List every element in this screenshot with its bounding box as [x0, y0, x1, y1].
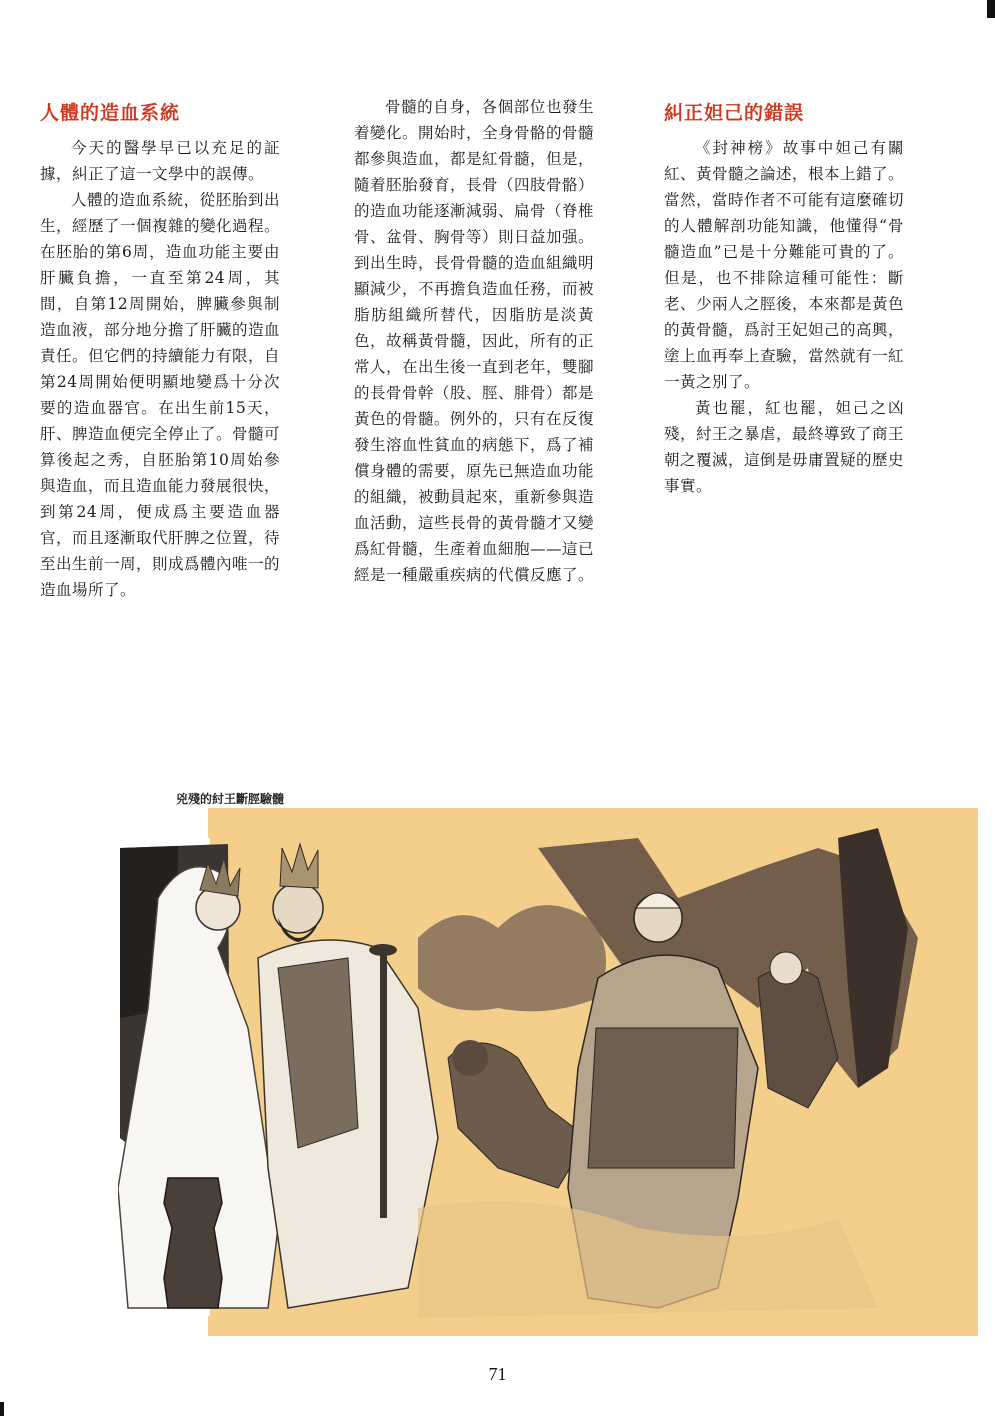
paragraph: 今天的醫學早已以充足的証據，糾正了這一文學中的誤傳。 [40, 139, 280, 183]
section-heading: 糾正妲己的錯誤 [664, 102, 805, 124]
shrub [418, 905, 606, 1011]
scan-edge-mark [987, 0, 995, 18]
old-man-head [770, 952, 802, 984]
bronze-vessel [164, 1178, 222, 1308]
paragraph: 《封神榜》故事中妲己有關紅、黃骨髓之論述，根本上錯了。當然，當時作者不可能有這麼確切的人體解剖功能知識，他懂得“骨髓造血”已是十分難能可貴的了。但是，也不排除這種可能性：斷老、少兩人之脛後，本來都是黃色的黃骨髓，爲討王妃妲己的高興，塗上血再奉上查驗，當然就有一紅一黃之別了。 [664, 139, 905, 391]
page-number: 71 [488, 1364, 507, 1384]
text-column-3 [664, 92, 904, 499]
sword [380, 948, 387, 1218]
paragraph: 黃也罷，紅也罷，妲己之凶殘，紂王之暴虐，最終導致了商王朝之覆滅，這倒是毋庸置疑的歷史事實。 [664, 399, 905, 495]
text-column-1 [40, 92, 280, 603]
paragraph: 骨髓的自身，各個部位也發生着變化。開始时，全身骨骼的骨髓都參與造血，都是紅骨髓，但是，隨着胚胎發育，長骨（四肢骨骼）的造血功能逐漸減弱、扁骨（脊椎骨、盆骨、胸骨等）則日益加强。到出生時，長骨骨髓的造血組織明顯減少，不再擔負造血任務，而被脂肪組織所替代，因脂肪是淡黃色，故稱黃骨髓，因此，所有的正常人，在出生後一直到老年，雙腳的長骨骨幹（股、脛、腓骨）都是黃色的骨髓。例外的，只有在反復發生溶血性貧血的病態下，爲了補償身體的需要，原先已無造血功能的組織，被動員起來，重新參與造血活動，這些長骨的黃骨髓才又變爲紅骨髓，生產着血細胞——這已經是一種嚴重疾病的代償反應了。 [354, 98, 595, 584]
scan-edge-mark [0, 1402, 4, 1416]
section-heading: 人體的造血系統 [40, 102, 181, 124]
ink-illustration [118, 808, 978, 1336]
figure-caption: 兇殘的紂王斷脛驗髓 [176, 792, 285, 806]
kneeling-man-head [452, 1040, 488, 1076]
soldier-armor [588, 1028, 738, 1168]
paragraph: 人體的造血系統，從胚胎到出生，經歷了一個複雜的變化過程。在胚胎的第6周，造血功能主要由肝臟負擔，一直至第24周，其間，自第12周開始，脾臟參與制造血液，部分地分擔了肝臟的造血責任。但它們的持續能力有限，自第24周開始便明顯地變爲十分次要的造血器官。在出生前15天，肝、脾造血便完全停止了。骨髓可算後起之秀，自胚胎第10周始參與造血，而且造血能力發展很快，到第24周，便成爲主要造血器官，而且逐漸取代肝脾之位置，待至出生前一周，則成爲體內唯一的造血場所了。 [40, 191, 281, 599]
sword-hilt [369, 944, 397, 956]
text-column-2 [354, 92, 594, 588]
